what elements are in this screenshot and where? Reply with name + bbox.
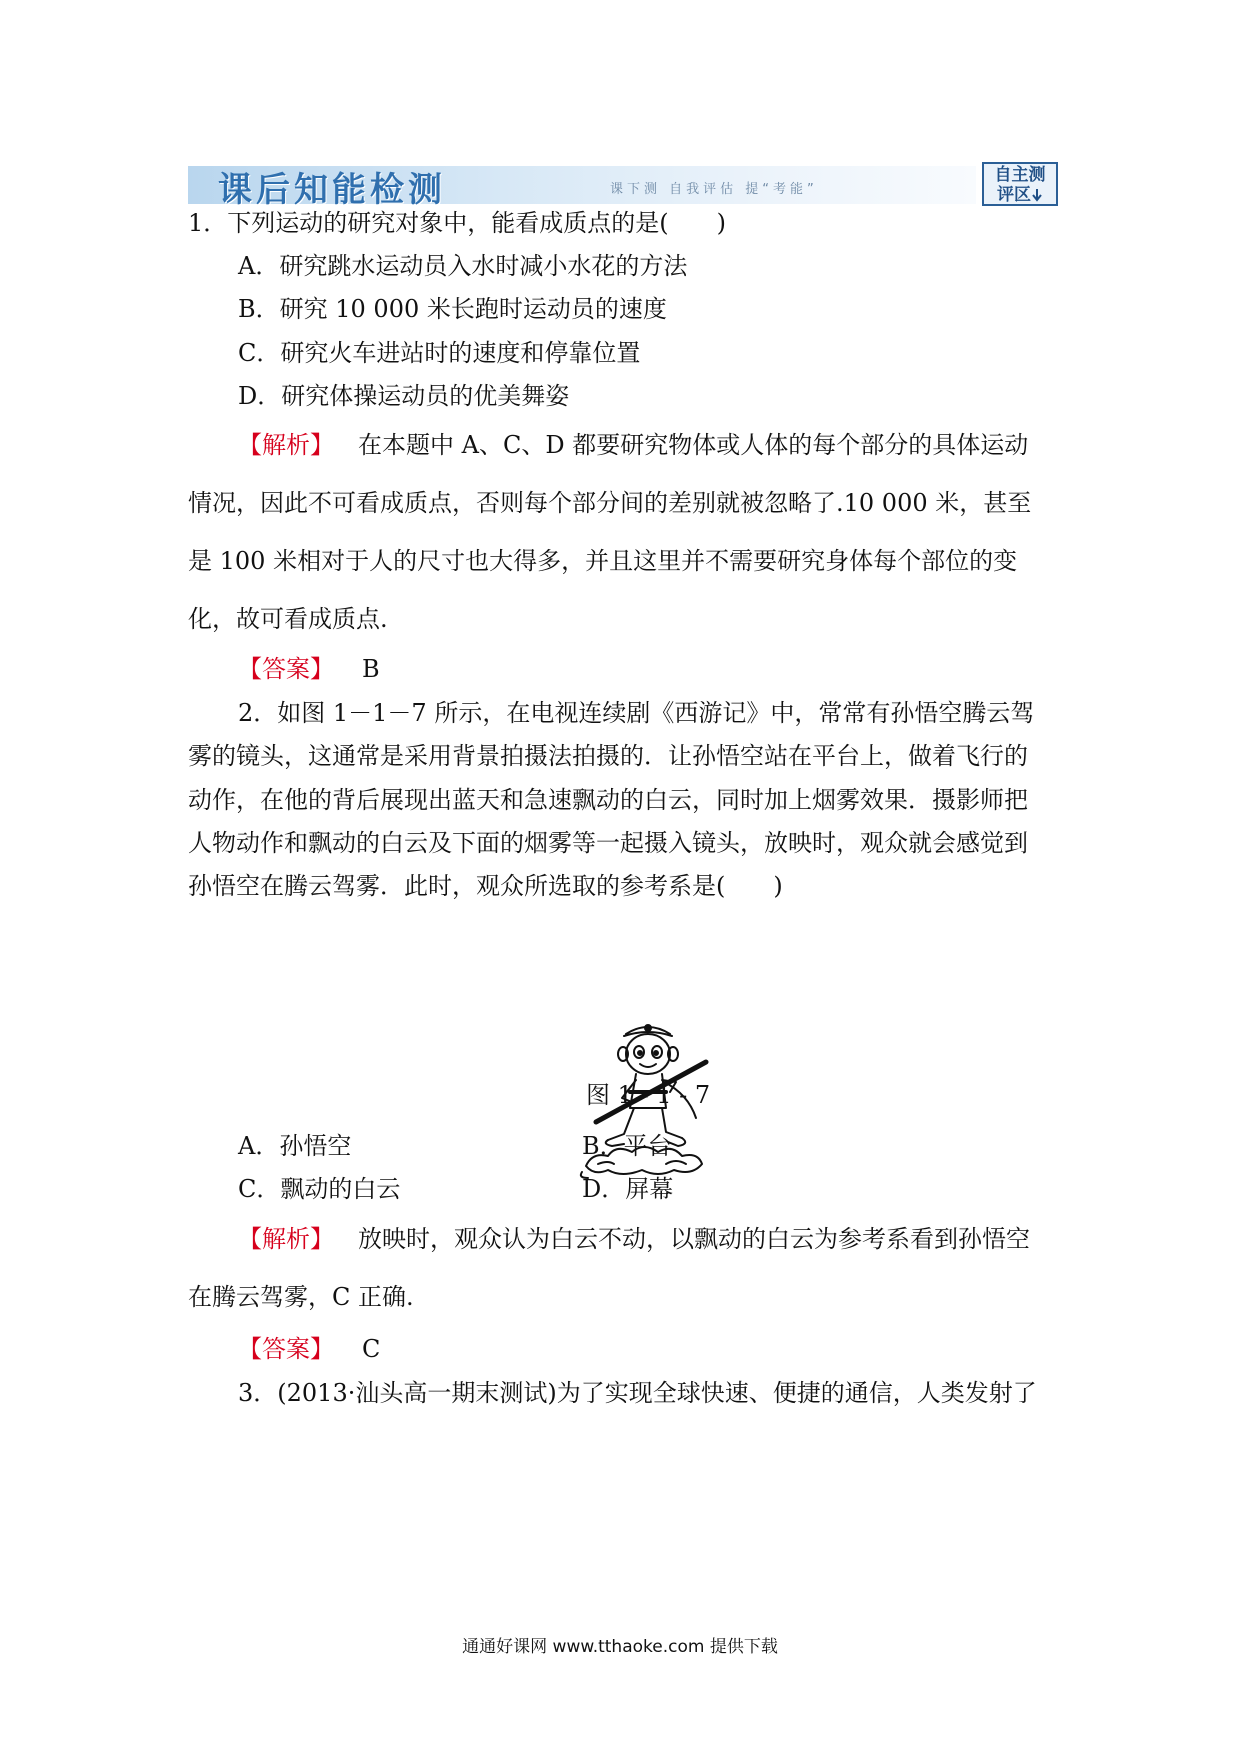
section-banner — [188, 160, 1064, 208]
q1-analysis-line2: 情况，因此不可看成质点，否则每个部分间的差别就被忽略了.10 000 米，甚至 — [188, 489, 1032, 517]
q2-analysis-line1: 放映时，观众认为白云不动，以飘动的白云为参考系看到孙悟空 — [358, 1225, 1030, 1253]
q2-stem-line5: 孙悟空在腾云驾雾．此时，观众所选取的参考系是( ) — [188, 872, 783, 900]
q1-answer-tag: 【答案】 — [238, 655, 334, 683]
q1-analysis-line1: 在本题中 A、C、D 都要研究物体或人体的每个部分的具体运动 — [358, 431, 1029, 459]
down-arrow-icon — [1031, 188, 1043, 202]
q2-stem-line1: 2．如图 1－1－7 所示，在电视连续剧《西游记》中，常常有孙悟空腾云驾 — [238, 699, 1035, 727]
q2-stem-line3: 动作，在他的背后展现出蓝天和急速飘动的白云，同时加上烟雾效果．摄影师把 — [188, 786, 1028, 814]
q2-stem-line4: 人物动作和飘动的白云及下面的烟雾等一起摄入镜头，放映时，观众就会感觉到 — [188, 829, 1028, 857]
q1-option-c: C．研究火车进站时的速度和停靠位置 — [238, 339, 641, 367]
q1-stem: 1．下列运动的研究对象中，能看成质点的是( ) — [188, 209, 726, 237]
section-subtitle: 课下测 自我评估 提“考能” — [610, 182, 818, 197]
page-footer: 通通好课网 www.tthaoke.com 提供下载 — [462, 1637, 778, 1657]
figure-caption: 图 1 - 1 - 7 — [586, 1081, 711, 1109]
q2-answer: C — [362, 1335, 381, 1363]
q2-analysis-tag: 【解析】 — [238, 1225, 334, 1253]
q2-option-c: C．飘动的白云 — [238, 1175, 401, 1203]
q1-analysis-tag: 【解析】 — [238, 431, 334, 459]
q1-option-d: D．研究体操运动员的优美舞姿 — [238, 382, 570, 410]
q1-answer: B — [362, 655, 380, 683]
section-title: 课后知能检测 — [218, 170, 446, 210]
q1-analysis-line4: 化，故可看成质点. — [188, 605, 388, 633]
q2-analysis-line2: 在腾云驾雾，C 正确. — [188, 1283, 414, 1311]
badge-line2: 评区 — [997, 185, 1031, 205]
badge-line1: 自主测 — [994, 165, 1046, 185]
self-test-badge[interactable] — [982, 162, 1058, 206]
q3-stem-line1: 3．(2013·汕头高一期末测试)为了实现全球快速、便捷的通信，人类发射了 — [238, 1379, 1037, 1407]
q1-option-a: A．研究跳水运动员入水时减小水花的方法 — [238, 252, 688, 280]
q2-stem-line2: 雾的镜头，这通常是采用背景拍摄法拍摄的．让孙悟空站在平台上，做着飞行的 — [188, 742, 1028, 770]
q1-analysis-line3: 是 100 米相对于人的尺寸也大得多，并且这里并不需要研究身体每个部位的变 — [188, 547, 1018, 575]
q1-option-b: B．研究 10 000 米长跑时运动员的速度 — [238, 295, 667, 323]
q2-option-a: A．孙悟空 — [238, 1132, 352, 1160]
q2-option-b: B．平台 — [582, 1132, 672, 1160]
q2-answer-tag: 【答案】 — [238, 1335, 334, 1363]
q2-option-d: D．屏幕 — [582, 1175, 674, 1203]
